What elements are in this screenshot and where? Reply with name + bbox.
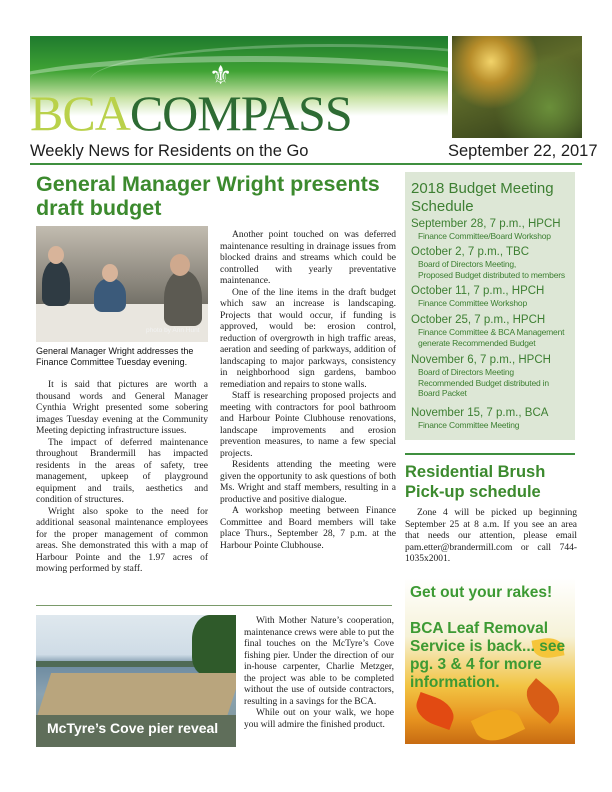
schedule-when: September 28, 7 p.m., HPCH bbox=[411, 218, 561, 230]
fleur-de-lis-icon: ⚜ bbox=[209, 61, 233, 90]
schedule-when: October 11, 7 p.m., HPCH bbox=[411, 285, 545, 297]
meeting-photo bbox=[36, 226, 208, 342]
section-divider bbox=[36, 605, 392, 606]
paragraph: A workshop meeting between Finance Committee and Board members will take place Thurs., September 28, 7 p.m. at the Harbour Pointe Clubhouse. bbox=[220, 506, 396, 551]
schedule-item bbox=[411, 246, 573, 280]
paragraph: Wright also spoke to the need for additional seasonal maintenance employees for the proper management of common areas. She demonstrated this with a map of Harbour Pointe and the 1.97 acres of mowing performed by staff. bbox=[36, 506, 208, 574]
schedule-what: Board Packet bbox=[418, 388, 467, 398]
schedule-what: Board of Directors Meeting, bbox=[418, 259, 517, 269]
paragraph: With Mother Nature’s cooperation, maintenance crews were able to put the final touches on the McTyre’s Cove fishing pier. Under the direction of our in-house carpenter, Charlie Metzger, the project was able to be completed without the use of outside contractors, resulting in a savings for the BCA. bbox=[244, 616, 394, 707]
schedule-what: generate Recommended Budget bbox=[418, 337, 536, 348]
schedule-what: Proposed Budget distributed to members bbox=[418, 269, 565, 280]
schedule-what: Finance Committee Meeting bbox=[418, 420, 520, 430]
paragraph: Residents attending the meeting were given the opportunity to ask questions of both Ms. Wright and staff members, resulting in a productive and positive dialogue. bbox=[220, 460, 396, 505]
leaf-icon bbox=[412, 692, 458, 730]
schedule-when: October 2, 7 p.m., TBC bbox=[411, 246, 530, 258]
pier-story-text bbox=[244, 616, 394, 731]
schedule-item bbox=[411, 218, 573, 242]
photo-trees bbox=[192, 615, 236, 675]
logo-compass: COMPASS bbox=[129, 85, 352, 141]
brush-text bbox=[405, 508, 577, 566]
schedule-what: Board of Directors Meeting bbox=[418, 367, 514, 377]
lead-story-column-1 bbox=[36, 380, 208, 576]
lead-headline: General Manager Wright presents draft budget bbox=[36, 172, 380, 220]
leaf-removal-text: BCA Leaf Removal Service is back... see pg. 3 & 4 for more information. bbox=[410, 620, 566, 691]
photo-person bbox=[164, 270, 202, 326]
photo-person bbox=[42, 260, 70, 306]
photo-credit: photo by Ann Hunt bbox=[146, 327, 200, 334]
schedule-what: Finance Committee Workshop bbox=[418, 298, 527, 308]
logo bbox=[30, 85, 352, 141]
photo-caption: General Manager Wright addresses the Finance Committee Tuesday evening. bbox=[36, 346, 194, 367]
sidebar-divider bbox=[405, 453, 575, 455]
schedule-when: November 15, 7 p.m., BCA bbox=[411, 407, 549, 419]
photo-head bbox=[170, 254, 190, 276]
paragraph: While out on your walk, we hope you will admire the finished product. bbox=[244, 708, 394, 730]
schedule-title: 2018 Budget Meeting Schedule bbox=[411, 180, 554, 215]
rakes-heading: Get out your rakes! bbox=[410, 584, 553, 601]
photo-pier-deck bbox=[37, 673, 236, 717]
schedule-item bbox=[411, 354, 573, 399]
schedule-item bbox=[411, 314, 573, 348]
schedule-when: November 6, 7 p.m., HPCH bbox=[411, 354, 551, 366]
issue-date: September 22, 2017 bbox=[448, 142, 598, 160]
paragraph: The impact of deferred maintenance throughout Brandermill has impacted residents in the areas of safety, tree management, upkeep of playground equipment and trails, aesthetics and condition of structures. bbox=[36, 437, 208, 505]
pier-caption: McTyre’s Cove pier reveal bbox=[47, 720, 219, 736]
paragraph: One of the line items in the draft budget which saw an increase is landscaping. Projects that would occur, if funding is approved, would be: erosion control, reduction of overgrowth in high traffic areas, aeration and seeding of parkways, addition of landscaping to major parkways, consistency in neighborhood sign gardens, bamboo remediation and repairs to stone walls. bbox=[220, 287, 396, 390]
schedule-what: Finance Committee/Board Workshop bbox=[418, 231, 551, 241]
photo-head bbox=[48, 246, 64, 264]
brush-title: Residential Brush Pick-up schedule bbox=[405, 463, 546, 501]
schedule-item bbox=[411, 407, 573, 431]
paragraph: Staff is researching proposed projects and meeting with contractors for pool bathroom and Harbour Pointe Clubhouse renovations, landscape improvements and erosion prevention measures, to name a few special projects. bbox=[220, 391, 396, 459]
masthead-divider bbox=[30, 163, 582, 165]
leaf-icon bbox=[471, 702, 525, 744]
tagline: Weekly News for Residents on the Go bbox=[30, 142, 309, 160]
paragraph: Another point touched on was deferred maintenance resulting in drainage issues from blocked drains and streams which could be controlled with yearly preventative maintenance. bbox=[220, 230, 396, 286]
schedule-when: October 25, 7 p.m., HPCH bbox=[411, 314, 546, 326]
paragraph: It is said that pictures are worth a thousand words and General Manager Cynthia Wright presented some sobering images Tuesday evening at the Community Meeting depicting infrastructure issues. bbox=[36, 380, 208, 436]
schedule-item bbox=[411, 285, 573, 309]
logo-bca: BCA bbox=[30, 85, 130, 141]
schedule-what: Finance Committee & BCA Management bbox=[418, 327, 565, 337]
photo-head bbox=[102, 264, 118, 282]
paragraph: Zone 4 will be picked up beginning September 25 at 8 a.m. If you see an area that needs our attention, please email pam.etter@brandermill.com or call 744-1035x2001. bbox=[405, 508, 577, 564]
schedule-what: Recommended Budget distributed in bbox=[418, 377, 549, 388]
lead-story-column-2 bbox=[220, 230, 396, 552]
forest-photo bbox=[452, 36, 582, 138]
photo-person bbox=[94, 278, 126, 312]
